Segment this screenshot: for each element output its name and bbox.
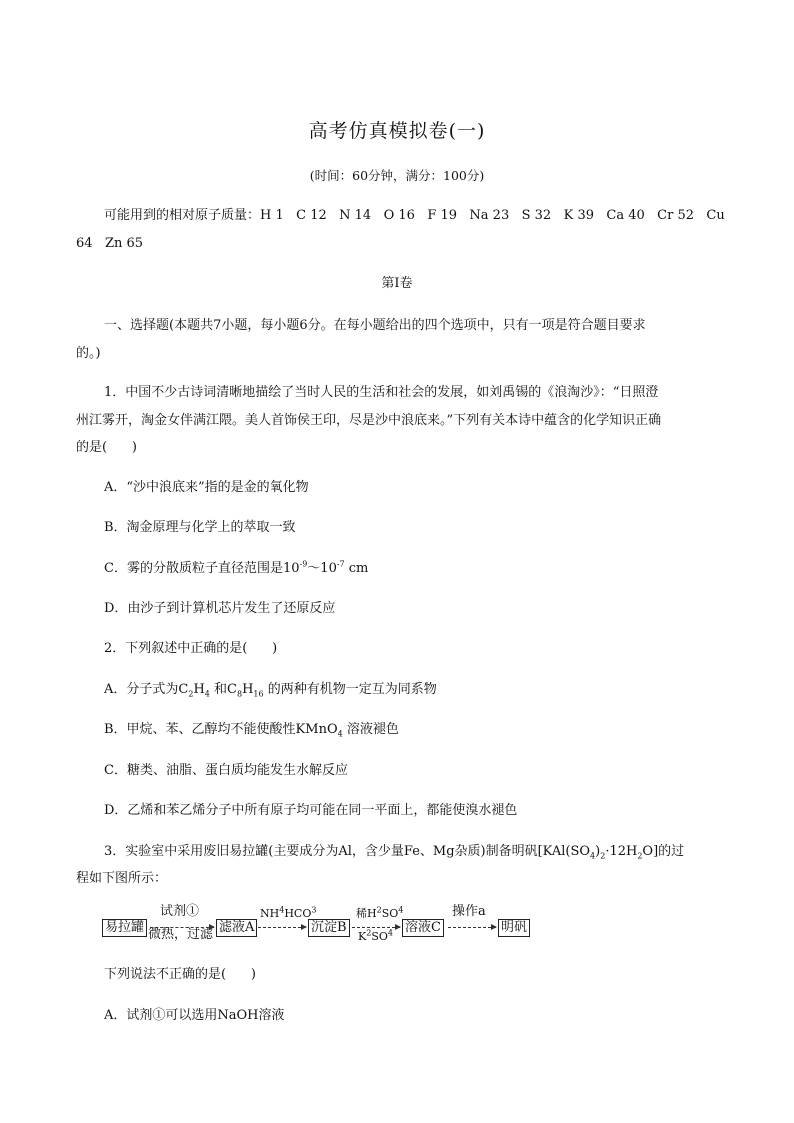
section-heading: 第Ⅰ卷 <box>381 276 413 291</box>
flow-arrow-2 <box>258 927 306 928</box>
q2-stem: 2．下列叙述中正确的是( ) <box>104 641 278 656</box>
flow-step3-reagent: 稀$H^2SO^4$ <box>356 905 404 920</box>
flow-box-cans: 易拉罐 <box>102 919 147 937</box>
q1-option-a: A．“沙中浪底来”指的是金的氧化物 <box>104 480 309 495</box>
instructions-line1: 一、选择题(本题共7小题，每小题6分。在每小题给出的四个选项中，只有一项是符合题目要求 <box>104 318 646 333</box>
q2-option-a: A．分子式为$C_2H_4$ 和$C_8H_{16}$ 的两种有机物一定互为同系物 <box>104 682 437 699</box>
q1-option-c: C．雾的分散质粒子直径范围是$10^{-9}\sim 10^{-7}$ cm <box>104 559 369 576</box>
atomic-masses-line2: 64 Zn 65 <box>76 236 144 251</box>
q1-stem-line3: 的是( ) <box>76 440 137 455</box>
flow-step3-addition: $K^2SO^4$ <box>358 928 393 943</box>
flow-box-solution-c: 溶液C <box>402 919 444 937</box>
q2-option-d: D．乙烯和苯乙烯分子中所有原子均可能在同一平面上，都能使溴水褪色 <box>104 803 518 818</box>
q3-stem-line2: 程如下图所示： <box>76 871 168 886</box>
q1-option-b: B．淘金原理与化学上的萃取一致 <box>104 520 296 535</box>
flow-box-precipitate-b: 沉淀B <box>308 919 350 937</box>
flow-step2-reagent: $NH^4HCO^3$ <box>260 905 317 920</box>
q3-option-a: A．试剂①可以选用NaOH溶液 <box>104 1008 285 1023</box>
q2-option-b: B．甲烷、苯、乙醇均不能使酸性KMnO$_4$ 溶液褪色 <box>104 722 399 739</box>
flow-box-filtrate-a: 滤液A <box>216 919 257 937</box>
atomic-masses-line1: 可能用到的相对原子质量：H 1 C 12 N 14 O 16 F 19 Na 23 S 32 K 39 Ca 40 Cr 52 Cu <box>104 208 725 223</box>
flow-box-alum: 明矾 <box>498 919 530 937</box>
exam-subtitle: (时间：60分钟，满分：100分) <box>309 168 485 183</box>
q1-stem-line1: 1．中国不少古诗词清晰地描绘了当时人民的生活和社会的发展，如刘禹锡的《浪淘沙》：“日照澄 <box>104 385 659 400</box>
flow-step4-operation: 操作a <box>452 904 486 919</box>
q3-question: 下列说法不正确的是( ) <box>104 967 256 982</box>
flow-step1-reagent: 试剂① <box>160 904 200 919</box>
instructions-line2: 的。) <box>76 346 101 361</box>
q3-stem-line1: 3．实验室中采用废旧易拉罐(主要成分为Al，含少量Fe、Mg杂质)制备明矾$[KAl(SO_4)_2\cdot 12H_2O]$的过 <box>104 844 685 861</box>
flow-step1-condition: 微热，过滤 <box>148 927 214 942</box>
q2-option-c: C．糖类、油脂、蛋白质均能发生水解反应 <box>104 763 348 778</box>
flow-arrow-4 <box>448 927 496 928</box>
flow-arrow-3 <box>352 927 400 928</box>
flow-arrow-1 <box>150 927 214 928</box>
process-flow-diagram <box>102 906 542 946</box>
q1-option-d: D．由沙子到计算机芯片发生了还原反应 <box>104 601 336 616</box>
page-title: 高考仿真模拟卷(一) <box>308 120 486 142</box>
q1-stem-line2: 州江雾开，淘金女伴满江隈。美人首饰侯王印，尽是沙中浪底来。”下列有关本诗中蕴含的化学知识正确 <box>76 413 662 428</box>
